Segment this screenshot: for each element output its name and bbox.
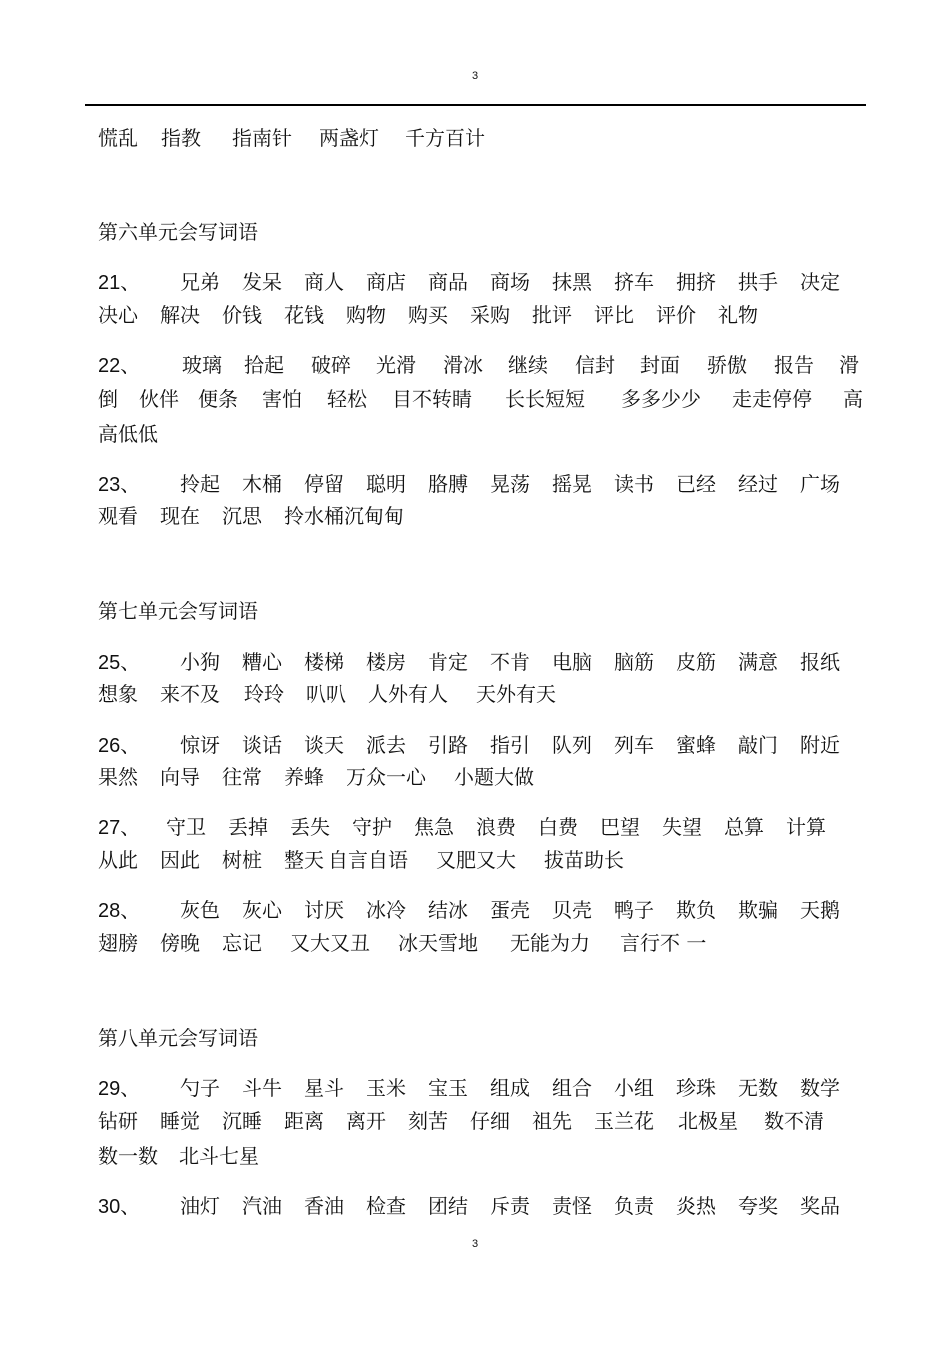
word: 沉思 xyxy=(222,504,262,528)
word: 守护 xyxy=(352,815,392,839)
word-line-25 xyxy=(98,648,840,677)
word: 北极星 xyxy=(678,1109,738,1133)
word: 拱手 xyxy=(738,270,778,294)
word: 轻松 xyxy=(327,387,367,411)
word: 又大又丑 xyxy=(290,931,370,955)
word: 购买 xyxy=(408,303,448,327)
word: 距离 xyxy=(284,1109,324,1133)
word: 决心 xyxy=(98,303,138,327)
word: 灰色 xyxy=(180,898,220,922)
word: 聪明 xyxy=(366,472,406,496)
section-heading-unit7: 第七单元会写词语 xyxy=(98,599,258,623)
word: 滑冰 xyxy=(443,353,483,377)
word: 又肥又大 xyxy=(436,848,516,872)
word: 不肯 xyxy=(490,650,530,674)
word: 叭叭 xyxy=(306,682,346,706)
word: 滑 xyxy=(839,353,859,377)
word: 小组 xyxy=(614,1076,654,1100)
word: 钻研 xyxy=(98,1109,138,1133)
header-rule xyxy=(85,104,866,106)
word: 灰心 xyxy=(242,898,282,922)
word: 团结 xyxy=(428,1194,468,1218)
word: 傍晚 xyxy=(160,931,200,955)
word-line-28 xyxy=(98,896,840,925)
word: 自言自语 xyxy=(328,848,408,872)
word: 检查 xyxy=(366,1194,406,1218)
word: 满意 xyxy=(738,650,778,674)
word: 胳膊 xyxy=(428,472,468,496)
word: 礼物 xyxy=(718,303,758,327)
word: 读书 xyxy=(614,472,654,496)
word: 无数 xyxy=(738,1076,778,1100)
word-line-26b xyxy=(98,763,534,791)
word: 便条 xyxy=(198,387,238,411)
word: 因此 xyxy=(160,848,200,872)
word: 丢掉 xyxy=(228,815,268,839)
word: 肯定 xyxy=(428,650,468,674)
word: 巴望 xyxy=(600,815,640,839)
word: 报纸 xyxy=(800,650,840,674)
word: 两盏灯 xyxy=(319,126,379,150)
word: 谈天 xyxy=(304,733,344,757)
word: 光滑 xyxy=(376,353,416,377)
word-line-22c xyxy=(98,420,158,448)
word: 商品 xyxy=(428,270,468,294)
word: 整天 xyxy=(284,848,324,872)
word: 夸奖 xyxy=(738,1194,778,1218)
lesson-number: 27、 xyxy=(98,817,141,839)
word: 采购 xyxy=(470,303,510,327)
word: 浪费 xyxy=(476,815,516,839)
lesson-number: 26、 xyxy=(98,735,141,757)
word: 停留 xyxy=(304,472,344,496)
word: 数学 xyxy=(800,1076,840,1100)
word: 斗牛 xyxy=(242,1076,282,1100)
word: 宝玉 xyxy=(428,1076,468,1100)
word: 报告 xyxy=(774,353,814,377)
word: 天鹅 xyxy=(800,898,840,922)
word: 白费 xyxy=(538,815,578,839)
word-line-29c xyxy=(98,1142,259,1170)
word: 计算 xyxy=(786,815,826,839)
word: 挤车 xyxy=(614,270,654,294)
word: 列车 xyxy=(614,733,654,757)
word: 组成 xyxy=(490,1076,530,1100)
word: 封面 xyxy=(640,353,680,377)
word-line-28b xyxy=(98,929,706,957)
word: 慌乱 xyxy=(98,126,138,150)
word: 蛋壳 xyxy=(490,898,530,922)
word: 养蜂 xyxy=(284,765,324,789)
lesson-number: 30、 xyxy=(98,1196,141,1218)
word: 讨厌 xyxy=(304,898,344,922)
word-line-23b xyxy=(98,502,404,530)
word: 焦急 xyxy=(414,815,454,839)
word: 目不转睛 xyxy=(392,387,472,411)
word: 花钱 xyxy=(284,303,324,327)
word: 继续 xyxy=(508,353,548,377)
word: 组合 xyxy=(552,1076,592,1100)
word: 价钱 xyxy=(222,303,262,327)
word: 指南针 xyxy=(232,126,292,150)
word: 珍珠 xyxy=(676,1076,716,1100)
word: 楼房 xyxy=(366,650,406,674)
word: 冰天雪地 xyxy=(398,931,478,955)
word: 拾起 xyxy=(244,353,284,377)
word: 刻苦 xyxy=(408,1109,448,1133)
word: 引路 xyxy=(428,733,468,757)
word: 破碎 xyxy=(311,353,351,377)
word: 向导 xyxy=(160,765,200,789)
word: 已经 xyxy=(676,472,716,496)
word-line-21b xyxy=(98,301,758,329)
word: 商店 xyxy=(366,270,406,294)
word: 附近 xyxy=(800,733,840,757)
word: 负责 xyxy=(614,1194,654,1218)
word: 祖先 xyxy=(532,1109,572,1133)
word: 责怪 xyxy=(552,1194,592,1218)
word: 走走停停 xyxy=(732,387,812,411)
word-line-22 xyxy=(98,351,859,380)
word: 现在 xyxy=(160,504,200,528)
word: 高 xyxy=(843,387,863,411)
word: 害怕 xyxy=(262,387,302,411)
word: 晃荡 xyxy=(490,472,530,496)
word: 玻璃 xyxy=(182,353,222,377)
word: 千方百计 xyxy=(405,126,485,150)
word: 星斗 xyxy=(304,1076,344,1100)
word: 贝壳 xyxy=(552,898,592,922)
word: 玉米 xyxy=(366,1076,406,1100)
word: 长长短短 xyxy=(505,387,585,411)
word: 骄傲 xyxy=(707,353,747,377)
word: 解决 xyxy=(160,303,200,327)
word: 拎起 xyxy=(180,472,220,496)
word-line-29 xyxy=(98,1074,840,1103)
word: 电脑 xyxy=(552,650,592,674)
word: 想象 xyxy=(98,682,138,706)
footer-page-number: 3 xyxy=(471,1238,479,1250)
word: 经过 xyxy=(738,472,778,496)
word: 结冰 xyxy=(428,898,468,922)
word: 天外有天 xyxy=(476,682,556,706)
word: 发呆 xyxy=(242,270,282,294)
word: 拔苗助长 xyxy=(544,848,624,872)
word: 购物 xyxy=(346,303,386,327)
word: 从此 xyxy=(98,848,138,872)
word-line-27b xyxy=(98,846,624,874)
word: 多多少少 xyxy=(621,387,701,411)
word: 商人 xyxy=(304,270,344,294)
word: 指引 xyxy=(490,733,530,757)
word: 观看 xyxy=(98,504,138,528)
word-line-29b xyxy=(98,1107,824,1135)
word: 广场 xyxy=(800,472,840,496)
word: 来不及 xyxy=(160,682,220,706)
word: 惊讶 xyxy=(180,733,220,757)
word: 高低低 xyxy=(98,422,158,446)
word: 数一数 xyxy=(98,1144,158,1168)
word-line-25b xyxy=(98,680,556,708)
word: 伙伴 xyxy=(139,387,179,411)
word: 糟心 xyxy=(242,650,282,674)
word: 拎水桶沉甸甸 xyxy=(284,504,404,528)
word: 谈话 xyxy=(242,733,282,757)
word: 欺负 xyxy=(676,898,716,922)
word: 派去 xyxy=(366,733,406,757)
lesson-number: 29、 xyxy=(98,1078,141,1100)
word: 小题大做 xyxy=(454,765,534,789)
word: 失望 xyxy=(662,815,702,839)
word: 脑筋 xyxy=(614,650,654,674)
word: 数不清 xyxy=(764,1109,824,1133)
word: 丢失 xyxy=(290,815,330,839)
word: 摇晃 xyxy=(552,472,592,496)
word: 鸭子 xyxy=(614,898,654,922)
word-line-23 xyxy=(98,470,840,499)
word: 无能为力 xyxy=(510,931,590,955)
lesson-number: 28、 xyxy=(98,900,141,922)
word: 决定 xyxy=(800,270,840,294)
word: 炎热 xyxy=(676,1194,716,1218)
word: 守卫 xyxy=(166,815,206,839)
word: 斥责 xyxy=(490,1194,530,1218)
word: 评比 xyxy=(594,303,634,327)
word: 沉睡 xyxy=(222,1109,262,1133)
word: 睡觉 xyxy=(160,1109,200,1133)
word: 冰冷 xyxy=(366,898,406,922)
word: 总算 xyxy=(724,815,764,839)
word: 玉兰花 xyxy=(594,1109,654,1133)
word: 翅膀 xyxy=(98,931,138,955)
word: 批评 xyxy=(532,303,572,327)
word-line-21 xyxy=(98,268,840,297)
word: 玲玲 xyxy=(244,682,284,706)
word: 勺子 xyxy=(180,1076,220,1100)
word: 蜜蜂 xyxy=(676,733,716,757)
word-line-30 xyxy=(98,1192,840,1221)
word: 评价 xyxy=(656,303,696,327)
word-line-27 xyxy=(98,813,826,842)
word: 木桶 xyxy=(242,472,282,496)
word: 万众一心 xyxy=(346,765,426,789)
section-heading-unit6: 第六单元会写词语 xyxy=(98,220,258,244)
word: 敲门 xyxy=(738,733,778,757)
word: 欺骗 xyxy=(738,898,778,922)
word: 往常 xyxy=(222,765,262,789)
word: 忘记 xyxy=(222,931,262,955)
word: 油灯 xyxy=(180,1194,220,1218)
word: 小狗 xyxy=(180,650,220,674)
word-line-26 xyxy=(98,731,840,760)
word: 队列 xyxy=(552,733,592,757)
lesson-number: 21、 xyxy=(98,272,141,294)
word: 离开 xyxy=(346,1109,386,1133)
word: 言行不 一 xyxy=(620,931,707,955)
section-heading-unit8: 第八单元会写词语 xyxy=(98,1026,258,1050)
word: 香油 xyxy=(304,1194,344,1218)
lesson-number: 25、 xyxy=(98,652,141,674)
word: 北斗七星 xyxy=(179,1144,259,1168)
word: 信封 xyxy=(575,353,615,377)
word: 倒 xyxy=(98,387,118,411)
word: 抹黑 xyxy=(552,270,592,294)
word: 楼梯 xyxy=(304,650,344,674)
word: 奖品 xyxy=(800,1194,840,1218)
word-line-22b xyxy=(98,385,863,413)
word: 兄弟 xyxy=(180,270,220,294)
header-page-number: 3 xyxy=(471,70,479,82)
word: 皮筋 xyxy=(676,650,716,674)
word: 拥挤 xyxy=(676,270,716,294)
word: 人外有人 xyxy=(368,682,448,706)
lesson-number: 22、 xyxy=(98,355,141,377)
word: 仔细 xyxy=(470,1109,510,1133)
word: 果然 xyxy=(98,765,138,789)
word: 汽油 xyxy=(242,1194,282,1218)
word: 商场 xyxy=(490,270,530,294)
lesson-number: 23、 xyxy=(98,474,141,496)
word: 树桩 xyxy=(222,848,262,872)
word-line xyxy=(98,124,485,152)
word: 指教 xyxy=(161,126,201,150)
